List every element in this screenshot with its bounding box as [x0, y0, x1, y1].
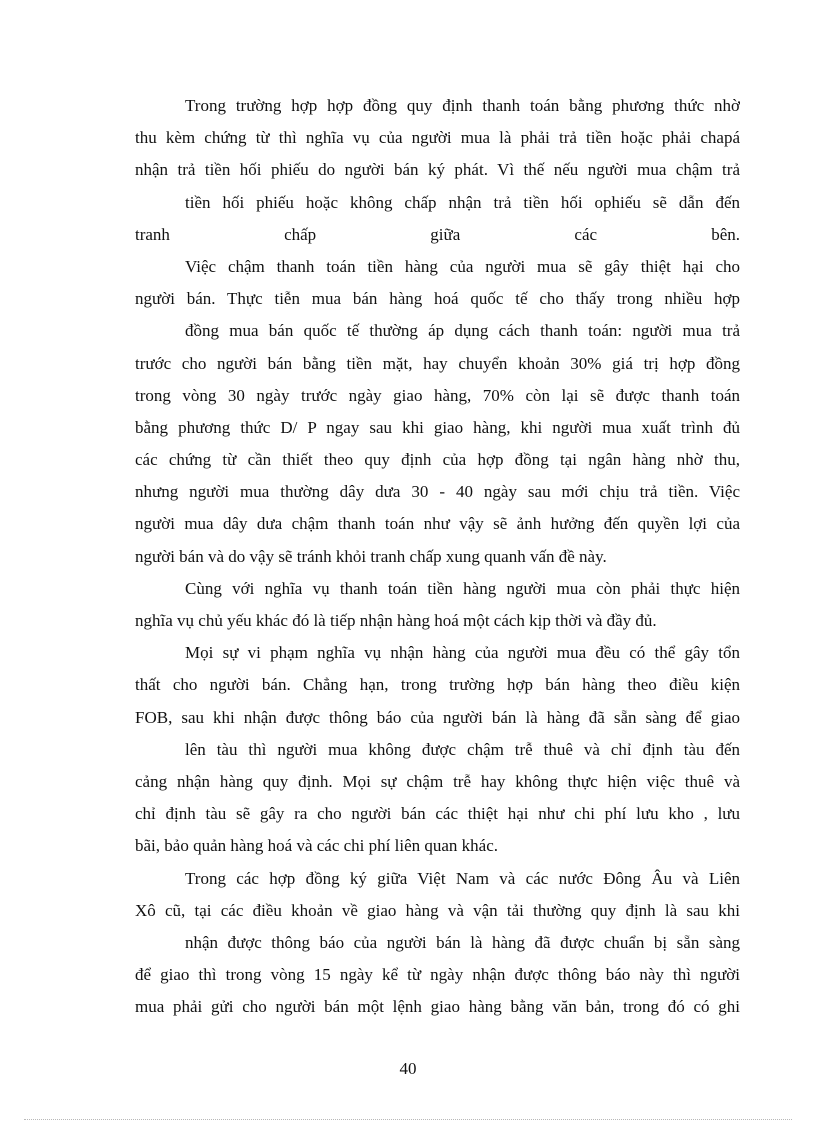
- text-line: trước cho người bán bằng tiền mặt, hay chuyển khoản 30% giá trị hợp đồng: [135, 353, 740, 373]
- text-line: FOB, sau khi nhận được thông báo của người bán là hàng đã sẵn sàng để giao: [135, 707, 740, 727]
- text-line: nhận trả tiền hối phiếu do người bán ký phát. Vì thế nếu người mua chậm trả: [135, 160, 740, 180]
- text-line: nhưng người mua thường dây dưa 30 - 40 ngày sau mới chịu trả tiền. Việc: [135, 482, 740, 502]
- text-line: đồng mua bán quốc tế thường áp dụng cách thanh toán: người mua trả: [185, 321, 740, 341]
- text-line: các chứng từ cần thiết theo quy định của hợp đồng tại ngân hàng nhờ thu,: [135, 450, 740, 470]
- text-line: Cùng với nghĩa vụ thanh toán tiền hàng người mua còn phải thực hiện: [185, 578, 740, 598]
- text-line: nghĩa vụ chủ yếu khác đó là tiếp nhận hàng hoá một cách kịp thời và đầy đủ.: [135, 611, 657, 630]
- text-line: tranh chấp giữa các bên.: [135, 224, 740, 244]
- text-line: để giao thì trong vòng 15 ngày kể từ ngày nhận được thông báo này thì người: [135, 965, 740, 985]
- text-line: Trong các hợp đồng ký giữa Việt Nam và các nước Đông Âu và Liên: [185, 868, 740, 888]
- text-line: cảng nhận hàng quy định. Mọi sự chậm trễ hay không thực hiện việc thuê và: [135, 771, 740, 791]
- text-line: trong vòng 30 ngày trước ngày giao hàng, 70% còn lại sẽ được thanh toán: [135, 385, 740, 405]
- page-bottom-divider: [24, 1119, 792, 1120]
- text-line: bằng phương thức D/ P ngay sau khi giao hàng, khi người mua xuất trình đủ: [135, 417, 740, 437]
- text-line: chỉ định tàu sẽ gây ra cho người bán các thiệt hại như chi phí lưu kho , lưu: [135, 804, 740, 824]
- text-line: người mua dây dưa chậm thanh toán như vậy sẽ ảnh hưởng đến quyền lợi của: [135, 514, 740, 534]
- text-line: nhận được thông báo của người bán là hàng đã được chuẩn bị sẵn sàng: [185, 932, 740, 952]
- text-line: Việc chậm thanh toán tiền hàng của người mua sẽ gây thiệt hại cho: [185, 256, 740, 276]
- text-line: thu kèm chứng từ thì nghĩa vụ của người mua là phải trả tiền hoặc phải chapá: [135, 128, 740, 148]
- document-body: [135, 90, 740, 1023]
- text-line: người bán. Thực tiễn mua bán hàng hoá quốc tế cho thấy trong nhiều hợp: [135, 289, 740, 309]
- page-number: 40: [399, 1059, 417, 1078]
- text-line: lên tàu thì người mua không được chậm trễ thuê và chỉ định tàu đến: [185, 739, 740, 759]
- text-line: Mọi sự vi phạm nghĩa vụ nhận hàng của người mua đều có thể gây tổn: [185, 643, 740, 663]
- text-line: Trong trường hợp hợp đồng quy định thanh toán bằng phương thức nhờ: [185, 96, 740, 115]
- text-line: tiền hối phiếu hoặc không chấp nhận trả tiền hối ophiếu sẽ dẫn đến: [185, 192, 740, 212]
- text-line: Xô cũ, tại các điều khoản về giao hàng và vận tải thường quy định là sau khi: [135, 900, 740, 920]
- text-line: bãi, bảo quản hàng hoá và các chi phí liên quan khác.: [135, 836, 499, 856]
- text-line: mua phải gửi cho người bán một lệnh giao hàng bằng văn bản, trong đó có ghi: [135, 997, 740, 1017]
- text-line: thất cho người bán. Chẳng hạn, trong trường hợp bán hàng theo điều kiện: [135, 675, 740, 695]
- text-line: người bán và do vậy sẽ tránh khỏi tranh chấp xung quanh vấn đề này.: [135, 546, 607, 566]
